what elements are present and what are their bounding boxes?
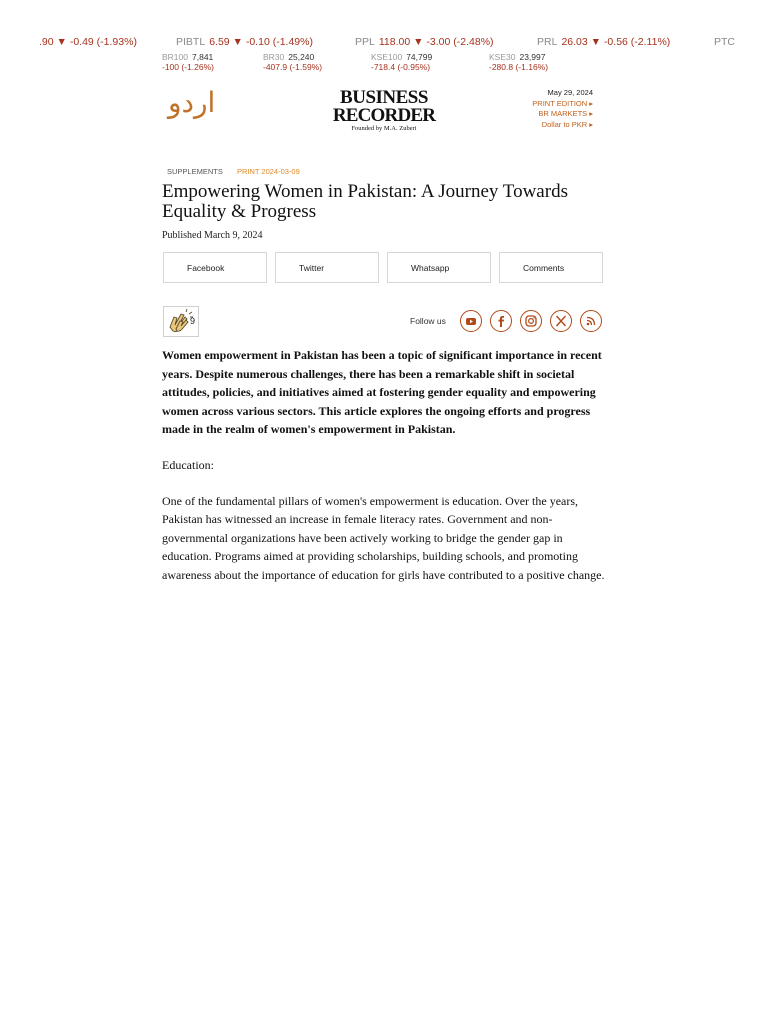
facebook-icon[interactable] (490, 310, 512, 332)
section-heading-education: Education: (162, 457, 214, 472)
ticker-item[interactable]: PPL 118.00 ▼ -3.00 (-2.48%) (355, 36, 494, 48)
article-categories (167, 167, 300, 176)
print-edition-link[interactable]: PRINT EDITION ▸ (532, 98, 593, 108)
logo-line1: BUSINESS (340, 87, 428, 108)
index-item[interactable]: BR30 25,240 -407.9 (-1.59%) (263, 52, 323, 72)
dollar-to-pkr-link[interactable]: Dollar to PKR ▸ (541, 119, 593, 129)
site-logo[interactable] (326, 89, 442, 133)
market-indices (0, 52, 768, 74)
ticker-item[interactable]: PTC (714, 36, 735, 48)
article-body (162, 346, 607, 602)
instagram-icon[interactable] (520, 310, 542, 332)
ticker-item[interactable]: PRL 26.03 ▼ -0.56 (-2.11%) (537, 36, 671, 48)
index-item[interactable]: BR100 7,841 -100 (-1.26%) (162, 52, 214, 72)
ticker-item[interactable]: .90 ▼ -0.49 (-1.93%) (39, 36, 137, 48)
share-bar (163, 252, 605, 285)
index-item[interactable]: KSE30 23,997 -280.8 (-1.16%) (489, 52, 549, 72)
published-date: Published March 9, 2024 (162, 230, 263, 241)
twitter-share-button[interactable]: Twitter (275, 252, 379, 283)
comments-button[interactable]: Comments (499, 252, 603, 283)
stock-ticker (0, 36, 768, 50)
follow-label: Follow us (410, 316, 446, 326)
whatsapp-share-button[interactable]: Whatsapp (387, 252, 491, 283)
category-print-date[interactable]: PRINT 2024-03-09 (236, 167, 300, 176)
youtube-icon[interactable] (460, 310, 482, 332)
header-nav (532, 88, 593, 130)
article-paragraph: One of the fundamental pillars of women's empowerment is education. Over the years, Pakistan has witnessed an increase in female literacy rates. Government and non-governmental organizations have been actively working to bridge the gender gap in education. Programs aimed at providing scholarships, building schools, and promoting awareness about the importance of education for girls have contributed to a positive change. (162, 493, 605, 582)
ticker-item[interactable]: PIBTL 6.59 ▼ -0.10 (-1.49%) (176, 36, 313, 48)
article-lead: Women empowerment in Pakistan has been a topic of significant importance in recent years. Despite numerous challenges, there has been a remarkable shift in societal attitudes, policies, and initiatives aimed at fostering gender equality and empowering women across various sectors. This article explores the ongoing efforts and progress made in the realm of women's empowerment in Pakistan. (162, 348, 602, 437)
article-title: Empowering Women in Pakistan: A Journey Towards Equality & Progress (162, 181, 568, 222)
logo-tagline: Founded by M.A. Zuberi (351, 125, 417, 132)
rss-icon[interactable] (580, 310, 602, 332)
category-supplements[interactable]: SUPPLEMENTS (167, 167, 223, 176)
x-icon[interactable] (550, 310, 572, 332)
facebook-share-button[interactable]: Facebook (163, 252, 267, 283)
current-date: May 29, 2024 (547, 88, 593, 97)
logo-line2: RECORDER (332, 105, 436, 126)
br-markets-link[interactable]: BR MARKETS ▸ (538, 109, 593, 118)
urdu-edition-link[interactable]: اردو (168, 86, 216, 119)
index-item[interactable]: KSE100 74,799 -718.4 (-0.95%) (371, 52, 433, 72)
clap-count: 9 (190, 316, 196, 326)
